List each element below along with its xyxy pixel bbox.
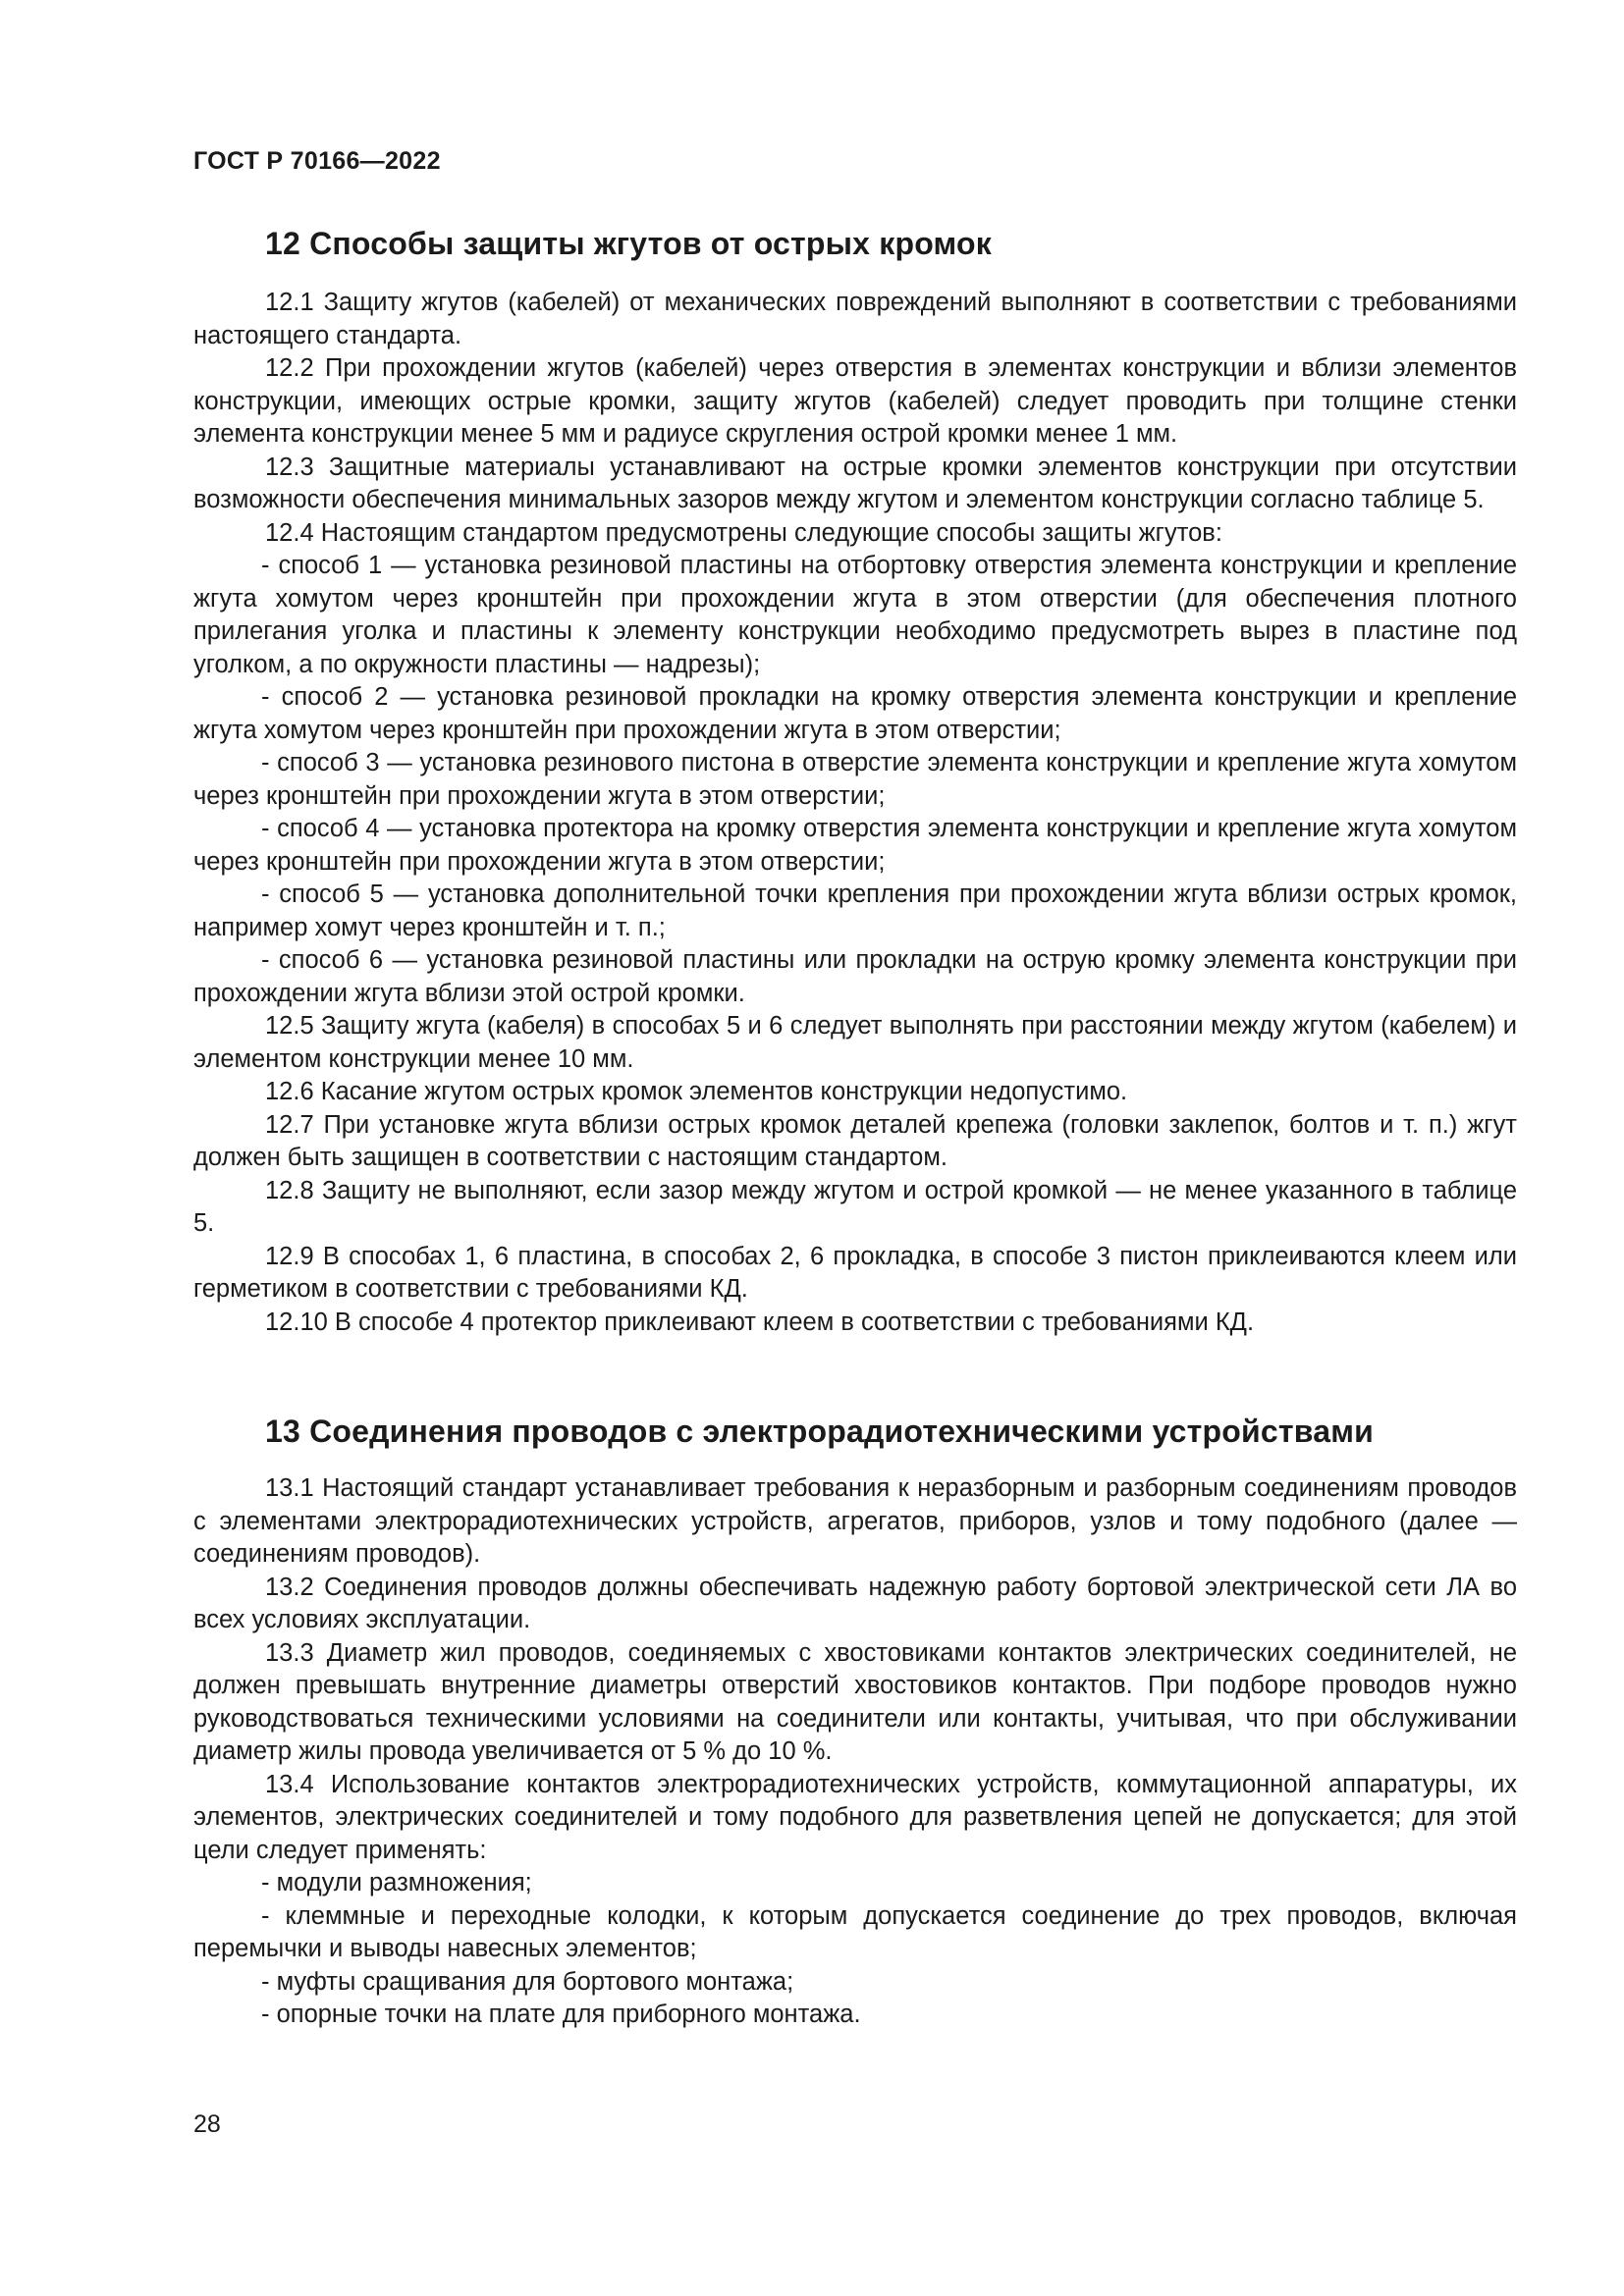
paragraph: 13.4 Использование контактов электрорадиотехнических устройств, коммутационной аппаратуры, их элементов, электрических соединителей и тому подобного для разветвления цепей не допускается; для этой цели следует применять: bbox=[193, 1770, 1517, 1864]
document-header: ГОСТ Р 70166—2022 bbox=[193, 147, 441, 175]
paragraph: 12.4 Настоящим стандартом предусмотрены следующие способы защиты жгутов: bbox=[265, 518, 1222, 547]
page-number: 28 bbox=[193, 2110, 221, 2138]
paragraph: 12.3 Защитные материалы устанавливают на острые кромки элементов конструкции при отсутствии возможности обеспечения минимальных зазоров между жгутом и элементом конструкции согласно таблице 5. bbox=[193, 453, 1517, 513]
paragraph: 12.8 Защиту не выполняют, если зазор между жгутом и острой кромкой — не менее указанного в таблице 5. bbox=[193, 1176, 1517, 1237]
list-item: - способ 4 — установка протектора на кромку отверстия элемента конструкции и крепление жгута хомутом через кронштейн при прохождении жгута в этом отверстии; bbox=[193, 815, 1517, 876]
section-12-title: 12 Способы защиты жгутов от острых кромок bbox=[265, 226, 992, 261]
paragraph: 12.7 При установке жгута вблизи острых кромок деталей крепежа (головки заклепок, болтов и т. п.) жгут должен быть защищен в соответствии с настоящим стандартом. bbox=[193, 1110, 1517, 1171]
paragraph: 13.2 Соединения проводов должны обеспечивать надежную работу бортовой электрической сети ЛА во всех условиях эксплуатации. bbox=[193, 1573, 1517, 1633]
paragraph: 12.5 Защиту жгута (кабеля) в способах 5 и 6 следует выполнять при расстоянии между жгутом (кабелем) и элементом конструкции менее 10 мм. bbox=[193, 1012, 1517, 1073]
paragraph: 12.9 В способах 1, 6 пластина, в способах 2, 6 прокладка, в способе 3 пистон приклеиваются клеем или герметиком в соответствии с требованиями КД. bbox=[193, 1242, 1517, 1303]
list-item: - способ 3 — установка резинового пистона в отверстие элемента конструкции и крепление жгута хомутом через кронштейн при прохождении жгута в этом отверстии; bbox=[193, 749, 1517, 810]
list-item: - опорные точки на плате для приборного монтажа. bbox=[261, 2001, 861, 2028]
list-item: - способ 2 — установка резиновой прокладки на кромку отверстия элемента конструкции и крепление жгута хомутом через кронштейн при прохождении жгута в этом отверстии; bbox=[193, 683, 1517, 744]
list-item: - способ 1 — установка резиновой пластины на отбортовку отверстия элемента конструкции и крепление жгута хомутом через кронштейн при прохождении жгута в этом отверстии (для обеспечения плотного прилегания уголка и пластины к элементу конструкции необходимо предусмотреть вырез в пластине под уголком, а по окружности пластины — надрезы); bbox=[193, 552, 1517, 678]
paragraph: 13.1 Настоящий стандарт устанавливает требования к неразборным и разборным соединениям проводов с элементами электрорадиотехнических устройств, агрегатов, приборов, узлов и тому подобного (далее — соединениям проводов). bbox=[193, 1474, 1517, 1568]
paragraph: 13.3 Диаметр жил проводов, соединяемых с хвостовиками контактов электрических соединителей, не должен превышать внутренние диаметры отверстий хвостовиков контактов. При подборе проводов нужно руководствоваться техническими условиями на соединители или контакты, учитывая, что при обслуживании диаметр жилы провода увеличивается от 5 % до 10 %. bbox=[193, 1638, 1517, 1765]
list-item: - клеммные и переходные колодки, к которым допускается соединение до трех проводов, включая перемычки и выводы навесных элементов; bbox=[193, 1901, 1517, 1962]
section-13-title: 13 Соединения проводов с электрорадиотехническими устройствами bbox=[265, 1414, 1374, 1449]
list-item: - модули размножения; bbox=[261, 1869, 532, 1896]
section-13-body bbox=[193, 1472, 1517, 2032]
paragraph: 12.1 Защиту жгутов (кабелей) от механических повреждений выполняют в соответствии с требованиями настоящего стандарта. bbox=[193, 289, 1517, 349]
list-item: - муфты сращивания для бортового монтажа; bbox=[261, 1967, 794, 1996]
paragraph: 12.6 Касание жгутом острых кромок элементов конструкции недопустимо. bbox=[265, 1078, 1128, 1105]
list-item: - способ 6 — установка резиновой пластины или прокладки на острую кромку элемента конструкции при прохождении жгута вблизи этой острой кромки. bbox=[193, 946, 1517, 1007]
list-item: - способ 5 — установка дополнительной точки крепления при прохождении жгута вблизи острых кромок, например хомут через кронштейн и т. п.; bbox=[193, 881, 1517, 941]
paragraph: 12.2 При прохождении жгутов (кабелей) через отверстия в элементах конструкции и вблизи элементов конструкции, имеющих острые кромки, защиту жгутов (кабелей) следует проводить при толщине стенки элемента конструкции менее 5 мм и радиусе скругления острой кромки менее 1 мм. bbox=[193, 354, 1517, 448]
section-12-body bbox=[193, 287, 1517, 1339]
paragraph: 12.10 В способе 4 протектор приклеивают клеем в соответствии с требованиями КД. bbox=[265, 1308, 1255, 1336]
